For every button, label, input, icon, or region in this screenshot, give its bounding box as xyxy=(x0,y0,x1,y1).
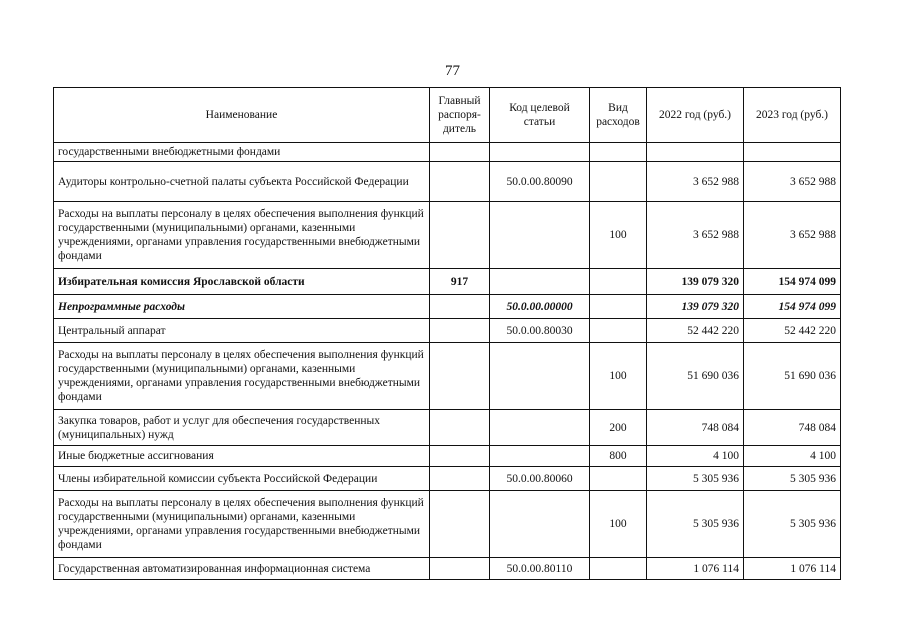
row-distributor xyxy=(430,143,490,162)
row-name: государственными внебюджетными фондами xyxy=(54,143,430,162)
row-2023: 3 652 988 xyxy=(744,162,841,202)
row-2022: 748 084 xyxy=(647,410,744,446)
header-2022: 2022 год (руб.) xyxy=(647,88,744,143)
table-row xyxy=(54,558,841,580)
row-2022: 4 100 xyxy=(647,446,744,467)
row-code xyxy=(490,446,590,467)
row-2023: 5 305 936 xyxy=(744,467,841,491)
row-2022: 51 690 036 xyxy=(647,343,744,410)
row-2022: 139 079 320 xyxy=(647,295,744,319)
row-2023: 3 652 988 xyxy=(744,202,841,269)
row-vid xyxy=(590,143,647,162)
row-2022: 3 652 988 xyxy=(647,202,744,269)
row-vid xyxy=(590,295,647,319)
row-distributor xyxy=(430,446,490,467)
header-expense-type: Вид расходов xyxy=(590,88,647,143)
row-name: Закупка товаров, работ и услуг для обеспечения государственных (муниципальных) нужд xyxy=(54,410,430,446)
row-2022: 5 305 936 xyxy=(647,491,744,558)
table-row xyxy=(54,319,841,343)
header-name: Наименование xyxy=(54,88,430,143)
table-row xyxy=(54,343,841,410)
row-vid: 100 xyxy=(590,343,647,410)
row-code: 50.0.00.80060 xyxy=(490,467,590,491)
table-row xyxy=(54,410,841,446)
header-2023: 2023 год (руб.) xyxy=(744,88,841,143)
row-vid xyxy=(590,319,647,343)
row-name: Иные бюджетные ассигнования xyxy=(54,446,430,467)
row-vid: 100 xyxy=(590,202,647,269)
row-code: 50.0.00.80030 xyxy=(490,319,590,343)
row-name: Непрограммные расходы xyxy=(54,295,430,319)
budget-table xyxy=(53,87,841,580)
row-2023: 51 690 036 xyxy=(744,343,841,410)
page-number: 77 xyxy=(445,63,460,79)
row-code: 50.0.00.80090 xyxy=(490,162,590,202)
table-row xyxy=(54,295,841,319)
table-header-row xyxy=(54,88,841,143)
table-row xyxy=(54,143,841,162)
row-vid xyxy=(590,162,647,202)
row-vid xyxy=(590,467,647,491)
row-distributor xyxy=(430,491,490,558)
row-2023: 52 442 220 xyxy=(744,319,841,343)
row-distributor xyxy=(430,162,490,202)
row-2023 xyxy=(744,143,841,162)
table-row xyxy=(54,467,841,491)
row-code xyxy=(490,410,590,446)
row-distributor xyxy=(430,343,490,410)
row-2022 xyxy=(647,143,744,162)
row-2023: 4 100 xyxy=(744,446,841,467)
row-distributor xyxy=(430,319,490,343)
row-distributor xyxy=(430,558,490,580)
row-vid xyxy=(590,269,647,295)
table-row xyxy=(54,162,841,202)
row-name: Центральный аппарат xyxy=(54,319,430,343)
row-name: Государственная автоматизированная информационная система xyxy=(54,558,430,580)
row-code: 50.0.00.80110 xyxy=(490,558,590,580)
row-distributor xyxy=(430,410,490,446)
row-vid: 800 xyxy=(590,446,647,467)
table-row xyxy=(54,491,841,558)
row-name: Расходы на выплаты персоналу в целях обеспечения выполнения функций государственными (муниципальными) органами, казенными учреждениями, органами управления государственными внебюджетными фондами xyxy=(54,343,430,410)
table-row xyxy=(54,446,841,467)
row-code xyxy=(490,269,590,295)
row-code xyxy=(490,202,590,269)
row-2022: 5 305 936 xyxy=(647,467,744,491)
row-code xyxy=(490,343,590,410)
row-name: Члены избирательной комиссии субъекта Российской Федерации xyxy=(54,467,430,491)
row-code xyxy=(490,143,590,162)
row-2022: 52 442 220 xyxy=(647,319,744,343)
row-name: Расходы на выплаты персоналу в целях обеспечения выполнения функций государственными (муниципальными) органами, казенными учреждениями, органами управления государственными внебюджетными фондами xyxy=(54,491,430,558)
row-2023: 1 076 114 xyxy=(744,558,841,580)
row-code: 50.0.00.00000 xyxy=(490,295,590,319)
row-name: Расходы на выплаты персоналу в целях обеспечения выполнения функций государственными (муниципальными) органами, казенными учреждениями, органами управления государственными внебюджетными фондами xyxy=(54,202,430,269)
row-2023: 154 974 099 xyxy=(744,269,841,295)
row-code xyxy=(490,491,590,558)
row-vid: 200 xyxy=(590,410,647,446)
row-name: Избирательная комиссия Ярославской области xyxy=(54,269,430,295)
row-distributor: 917 xyxy=(430,269,490,295)
row-name: Аудиторы контрольно-счетной палаты субъекта Российской Федерации xyxy=(54,162,430,202)
row-vid xyxy=(590,558,647,580)
row-distributor xyxy=(430,202,490,269)
header-target-code: Код целевой статьи xyxy=(490,88,590,143)
row-2023: 748 084 xyxy=(744,410,841,446)
row-distributor xyxy=(430,295,490,319)
header-distributor: Главный распоря-дитель xyxy=(430,88,490,143)
table-row xyxy=(54,269,841,295)
row-2023: 5 305 936 xyxy=(744,491,841,558)
table-row xyxy=(54,202,841,269)
row-vid: 100 xyxy=(590,491,647,558)
row-2022: 1 076 114 xyxy=(647,558,744,580)
row-2023: 154 974 099 xyxy=(744,295,841,319)
row-2022: 3 652 988 xyxy=(647,162,744,202)
row-2022: 139 079 320 xyxy=(647,269,744,295)
row-distributor xyxy=(430,467,490,491)
